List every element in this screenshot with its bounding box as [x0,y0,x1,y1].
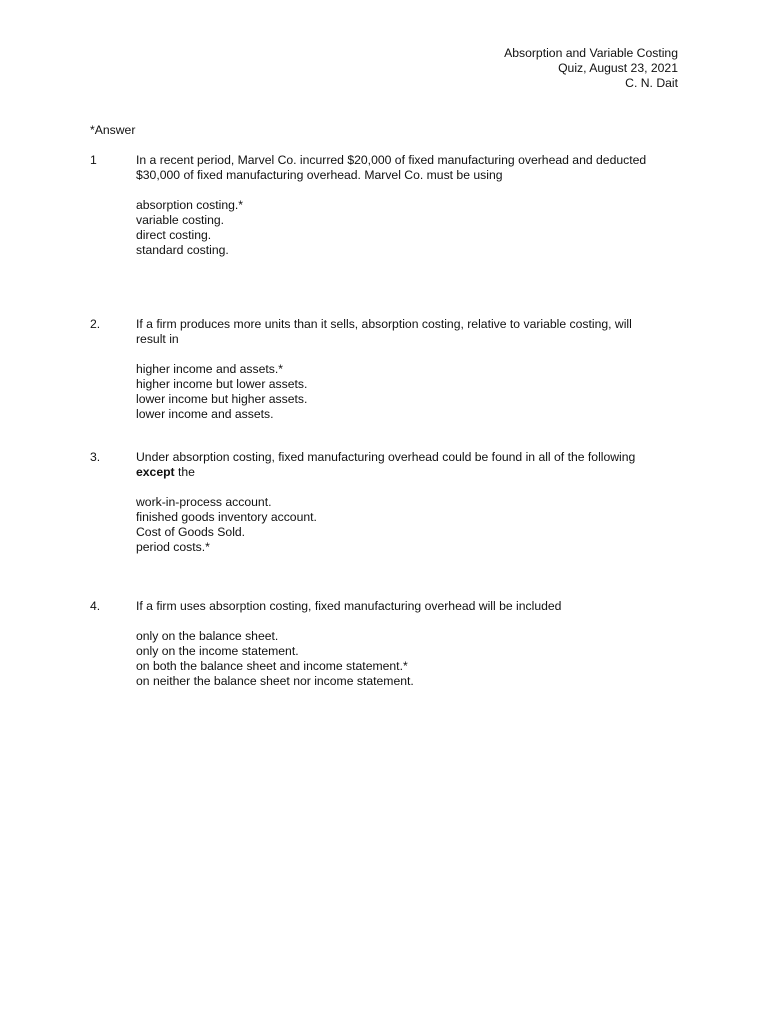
answer-options [136,362,676,422]
question-body [136,599,676,689]
answer-options [136,198,676,258]
document-author: C. N. Dait [625,76,678,90]
question-number: 4. [90,599,101,613]
answer-option: absorption costing.* [136,198,244,212]
document-title: Absorption and Variable Costing [504,46,678,60]
answer-options [136,629,676,689]
question-stem-emphasis: except [136,465,175,479]
question-body [136,317,676,422]
answer-option: variable costing. [136,213,225,227]
answer-option: higher income and assets.* [136,362,284,376]
question-stem-line: result in [136,332,179,346]
question-number: 3. [90,450,101,464]
question-stem [136,153,676,183]
answer-option: on both the balance sheet and income statement.* [136,659,408,673]
question-body [136,450,676,555]
question-stem-line: If a firm uses absorption costing, fixed manufacturing overhead will be included [136,599,562,613]
answer-option: standard costing. [136,243,229,257]
question-stem [136,317,676,347]
question-stem-line: Under absorption costing, fixed manufacturing overhead could be found in all of the following [136,450,636,464]
question-stem [136,599,676,614]
answer-option: lower income but higher assets. [136,392,308,406]
answer-options [136,495,676,555]
answer-option: Cost of Goods Sold. [136,525,246,539]
question-number: 1 [90,153,97,167]
question-stem-line: If a firm produces more units than it sells, absorption costing, relative to variable costing, will [136,317,632,331]
question-stem-line: $30,000 of fixed manufacturing overhead. Marvel Co. must be using [136,168,503,182]
document-subtitle: Quiz, August 23, 2021 [558,61,678,75]
answer-option: period costs.* [136,540,210,554]
question-number: 2. [90,317,101,331]
answer-option: only on the income statement. [136,644,299,658]
question-stem [136,450,676,480]
question-stem-line: In a recent period, Marvel Co. incurred $20,000 of fixed manufacturing overhead and deducted [136,153,647,167]
answer-option: direct costing. [136,228,212,242]
answer-option: higher income but lower assets. [136,377,308,391]
answer-option: work-in-process account. [136,495,272,509]
answer-option: only on the balance sheet. [136,629,279,643]
answer-option: on neither the balance sheet nor income statement. [136,674,414,688]
document-header [504,46,678,91]
answer-option: lower income and assets. [136,407,274,421]
question-body [136,153,676,258]
question-stem-line: the [174,465,195,479]
answer-key-note: *Answer [90,123,136,137]
answer-option: finished goods inventory account. [136,510,317,524]
